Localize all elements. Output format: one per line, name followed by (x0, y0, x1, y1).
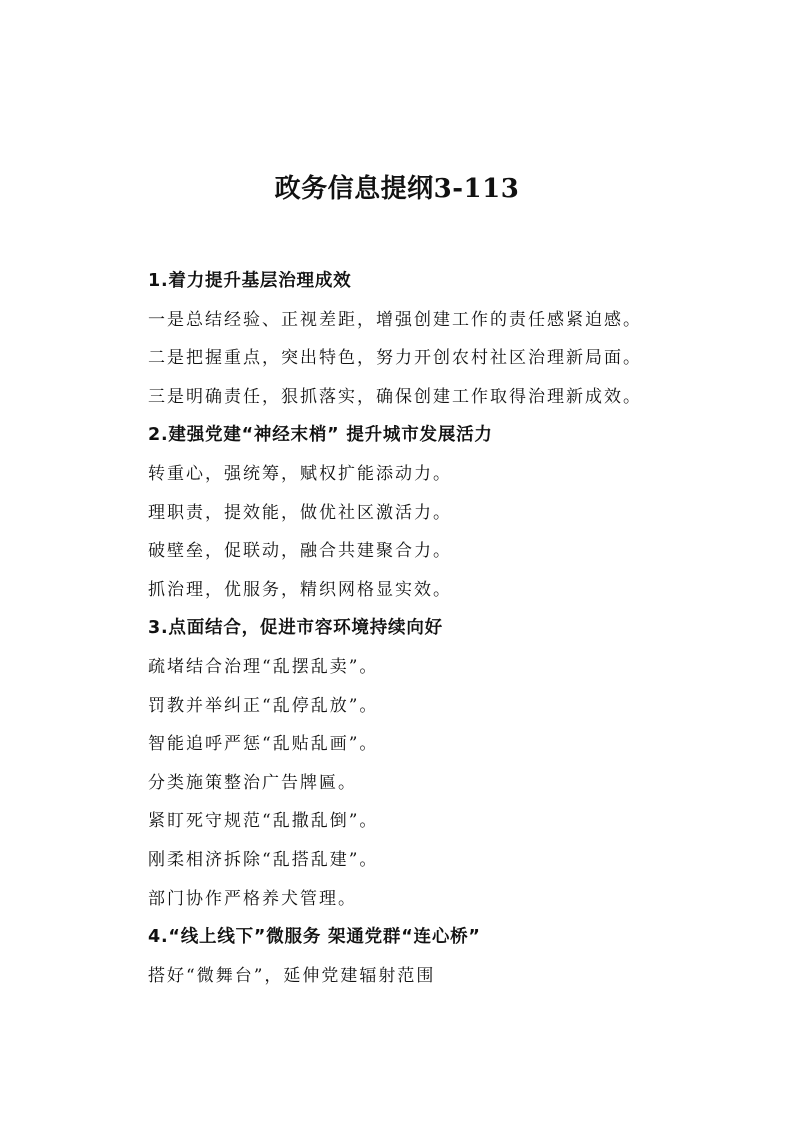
section-heading: 2.建强党建“神经末梢” 提升城市发展活力 (148, 425, 493, 446)
list-item: 二是把握重点，突出特色，努力开创农村社区治理新局面。 (148, 348, 642, 369)
section-heading: 3.点面结合，促进市容环境持续向好 (148, 618, 443, 639)
list-item: 破壁垒，促联动，融合共建聚合力。 (148, 541, 452, 562)
list-item: 一是总结经验、正视差距，增强创建工作的责任感紧迫感。 (148, 309, 642, 330)
section-heading: 1.着力提升基层治理成效 (148, 271, 352, 291)
list-item: 三是明确责任，狠抓落实，确保创建工作取得治理新成效。 (148, 386, 642, 407)
list-item: 罚教并举纠正“乱停乱放”。 (148, 695, 379, 716)
list-item: 搭好“微舞台”，延伸党建辐射范围 (148, 965, 436, 986)
list-item: 分类施策整治广告牌匾。 (148, 772, 357, 793)
section-heading: 4.“线上线下”微服务 架通党群“连心桥” (148, 927, 481, 948)
list-item: 抓治理，优服务，精织网格显实效。 (148, 579, 452, 600)
list-item: 智能追呼严惩“乱贴乱画”。 (148, 734, 379, 755)
document-title: 政务信息提纲3-113 (274, 174, 520, 204)
list-item: 刚柔相济拆除“乱搭乱建”。 (148, 849, 379, 870)
list-item: 紧盯死守规范“乱撒乱倒”。 (148, 811, 379, 832)
document-body (148, 262, 728, 995)
list-item: 部门协作严格养犬管理。 (148, 888, 357, 909)
list-item: 转重心，强统筹，赋权扩能添动力。 (148, 463, 452, 484)
list-item: 理职责，提效能，做优社区激活力。 (148, 502, 452, 523)
list-item: 疏堵结合治理“乱摆乱卖”。 (148, 656, 379, 677)
